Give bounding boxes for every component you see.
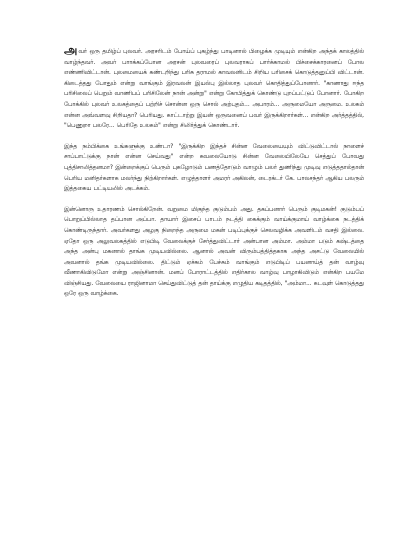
paragraph-text: வர் ஒரு தமிழ்ப் புலவர். அரசரிடம் போய்ப் புகழ்ந்து பாடினால் பிழைக்க முடியும் என்கிற அந்தக் காலத்தில் வாழ்ந்தவர். அவர் பாாக்கப்போன அரசன் புலவரைப் புலவராகப் பார்க்காமல் பிச்சைக்காரனைப் போல எண்ணிவிட்டான். புலமையைக் கண்டறிந்து பரிசு தராமல் காவலனிடம் சிறிய பரிசைக் கொடுத்தனுப்பி விட்டான். கிடைத்தது போதும் என்று வாங்கும் இரவலன் இயல்பு இல்லாத புலவர் கொதித்துப்போனார். "காணாது ஈந்த பரிசிலைப் பெறும் வாணிபப் பரிசிலேன் நான் அன்று" என்று கோபித்துக் கொண்டு புறப்பட்டுப் போனார். போகிற போக்கில் புலவர் உலகத்தைப் பற்றிச் சொன்ன ஒரு சொல் அற்புதம்... அபாரம்... அருமையோ அருமை. உலகம் என்ன அவ்வளவு சிறியதா? பெரியது. காட்டாற்று இயன் ஒருவனைப் பவர் இருக்கிறார்கள்... என்கிற அர்த்தத்தில், "பெணுறா பலரே... பெரிதே உலகம்" என்று சிலிர்த்துக் கொண்டார். xyxy=(64,49,364,130)
paragraph-1 xyxy=(64,43,364,132)
drop-cap: அ xyxy=(64,43,78,57)
paragraph-text: இன்னொரு உதாரணம் சொல்கிறேன். வறுமை மிகுந்த குடும்பம் அது. தகப்பனார் பெரும் குடிமகன்! குடும்பப் பொறுப்பில்லாத தப்பான அப்பா. தாயார் இசைப் பாடம் நடத்தி கைக்கும் வாய்க்குமாய் வாழ்க்கை நடத்திக் கொண்டிருந்தார். அவர்களது அழகு நிறைந்த அருமை மகன் படிப்புக்குச் செலவழிக்க அவளிடம் வசதி இல்லை. ஏதோ ஒரு அலுவலகத்தில் எடுபிடி வேலைக்குச் சேர்த்துவிட்டார் அன்பான அம்மா. அம்மா படும் கஷ்டத்தை அந்த அன்பு மகனால் தாங்க முடியவில்லை. ஆனால் அவன் விரும்பத்தித்தகாக அந்த அசட்டு வேலையில் அவனால் தங்க முடியவில்லை. திட்டும் ஏச்சும் பேச்சும் வாங்கும் எடுபிடிப் பயனாய்த் தன் வாழ்வு வீணாகிவிடுமோ என்று அஞ்சினான். மனப் போராட்டத்தில் எதிர்கால வாழ்வு பாழாகிவிடும் என்கிற பயமே விஞ்சியது. வேலையை ராஜினாமா செய்துவிட்டுத் தன் தாய்க்கு எழுதிய கடிதத்தில், "அம்மா... கடவுள் கொடுத்தது ஒரே ஒரு வாழ்க்கை. xyxy=(64,206,364,298)
paragraph-2 xyxy=(64,142,364,195)
paragraph-text: இந்த நம்பிக்கை உங்களுக்கு உண்டா? "இருக்கிற இந்தச் சின்ன வேலையையும் விட்டுவிட்டால் நாளைச் சாப்பாட்டுக்கு நான் என்ன செய்வது" என்ற கவலையோடு சின்ன வேலையிலேயே செத்துப் போவது புத்திசாலித்தனமா? இன்றைக்குப் பெரும் புகழோடும் பணத்தோடும் வாழும் பலர் துணிந்து முடிவு எடுத்ததால்தான் பெரிய மனிதர்களாக மலர்ந்து நிற்கிறார்கள். எழுத்தாளர் அமரர் அகிலன், டைரக்டர் கே. பாலசந்தர் ஆகிய பலரும் இத்தகைய பட்டியலில் அடக்கம். xyxy=(64,143,364,193)
document-page xyxy=(64,43,364,310)
paragraph-3 xyxy=(64,205,364,300)
